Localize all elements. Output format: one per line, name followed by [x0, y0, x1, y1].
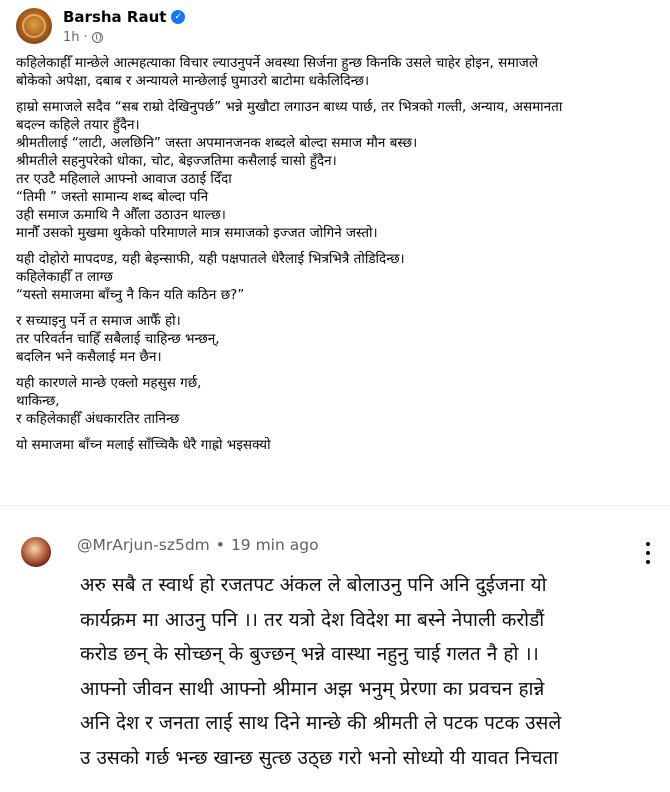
- post-line: कहिलेकाहीँ मान्छेले आत्महत्याका विचार ल्याउनुपर्ने अवस्था सिर्जना हुन्छ किनकि उसले चाहेर होइन, समाजले: [16, 55, 538, 71]
- comment-line: करोड छन् के सोच्छन् के बुज्छन् भन्ने वास्था नहुनु चाई गलत नै हो ।।: [80, 643, 539, 666]
- post-line: बदल्न कहिले तयार हुँदैन।: [16, 117, 140, 133]
- commenter-handle[interactable]: @MrArjun-sz5dm: [77, 536, 210, 554]
- post-paragraph: [16, 374, 656, 428]
- post-line: “तिमी ” जस्तो सामान्य शब्द बोल्दा पनि: [16, 189, 209, 205]
- verified-badge-icon: ✓: [171, 10, 185, 24]
- post-line: थाकिन्छ,: [16, 393, 60, 409]
- globe-icon: [92, 32, 103, 43]
- post-paragraph: [16, 312, 656, 366]
- comment-time: 19 min ago: [230, 536, 319, 554]
- meta-dot: ·: [83, 30, 88, 45]
- post-author: [63, 8, 185, 26]
- post-body: [16, 54, 656, 462]
- post-line: र सच्याइनु पर्ने त समाज आफैँ हो।: [16, 313, 181, 329]
- post-line: तर एउटै महिलाले आफ्नो आवाज उठाई दिँदा: [16, 171, 232, 187]
- post-line: मानौँ उसको मुखमा थुकेको परिमाणले मात्र समाजको इज्जत जोगिने जस्तो।: [16, 225, 378, 241]
- post-line: बदलिन भने कसैलाई मन छैन।: [16, 349, 162, 365]
- comment-separator: •: [215, 536, 225, 554]
- post-line: यो समाजमा बाँच्न मलाई साँच्चिकै धेरै गाह्रो भइसक्यो: [16, 437, 271, 453]
- post-line: श्रीमतीलाई “लाटी, अलछिनि” जस्ता अपमानजनक शब्दले बोल्दा समाज मौन बस्छ।: [16, 135, 418, 151]
- divider: [0, 505, 670, 506]
- post-line: र कहिलेकाहीँ अंधकारतिर तानिन्छ: [16, 411, 180, 427]
- more-options-icon[interactable]: [642, 542, 654, 564]
- post-paragraph: [16, 250, 656, 304]
- post-paragraph: [16, 436, 656, 454]
- post-line: यही कारणले मान्छे एक्लो महसुस गर्छ,: [16, 375, 202, 391]
- post-line: कहिलेकाहीँ त लाग्छ: [16, 269, 113, 285]
- post-line: श्रीमतीले सहनुपरेको धोका, चोट, बेइज्जतिमा कसैलाई चासो हुँदैन।: [16, 153, 337, 169]
- comment-line: अरु सबै त स्वार्थ हो रजतपट अंकल ले बोलाउनु पनि अनि दुईजना यो: [80, 574, 547, 596]
- post-line: उही समाज ऊमाथि नै औँला उठाउन थाल्छ।: [16, 207, 226, 223]
- post-line: यही दोहोरो मापदण्ड, यही बेइन्साफी, यही पक्षपातले धेरैलाई भित्रभित्रै तोडिदिन्छ।: [16, 251, 405, 267]
- post-line: बोकेको अपेक्षा, दबाब र अन्यायले मान्छेलाई घुमाउरो बाटोमा धकेलिदिन्छ।: [16, 73, 370, 89]
- comment-header: [77, 536, 319, 554]
- post-line: तर परिवर्तन चाहिँ सबैलाई चाहिन्छ भन्छन्,: [16, 331, 220, 347]
- post-line: हाम्रो समाजले सदैव “सब राम्रो देखिनुपर्छ” भन्ने मुखौटा लगाउन बाध्य पार्छ, तर भित्रको गल्ती, अन्याय, असमानता: [16, 99, 563, 115]
- post-paragraph: [16, 54, 656, 90]
- comment-line: आफ्नो जीवन साथी आफ्नो श्रीमान अझ भनुम् प्रेरणा का प्रवचन हान्ने: [80, 677, 545, 700]
- comment-line: कार्यक्रम मा आउनु पनि ।। तर यत्रो देश विदेश मा बस्ने नेपाली करोडौं: [80, 608, 545, 631]
- commenter-avatar[interactable]: [21, 537, 51, 567]
- comment-line: उ उसको गर्छ भन्छ खान्छ सुत्छ उठ्छ गरो भनो सोध्यो यी यावत निचता: [80, 746, 559, 769]
- post-meta: [63, 30, 103, 45]
- comment-line: अनि देश र जनता लाई साथ दिने मान्छे की श्रीमती ले पटक पटक उसले: [80, 712, 562, 735]
- comment-text: [80, 568, 665, 776]
- author-name[interactable]: Barsha Raut: [63, 8, 167, 26]
- author-avatar[interactable]: [16, 8, 52, 44]
- youtube-comment: [0, 520, 670, 792]
- post-time[interactable]: 1h: [63, 30, 80, 45]
- post-paragraph: [16, 98, 656, 242]
- post-line: “यस्तो समाजमा बाँच्नु नै किन यति कठिन छ?”: [16, 287, 245, 303]
